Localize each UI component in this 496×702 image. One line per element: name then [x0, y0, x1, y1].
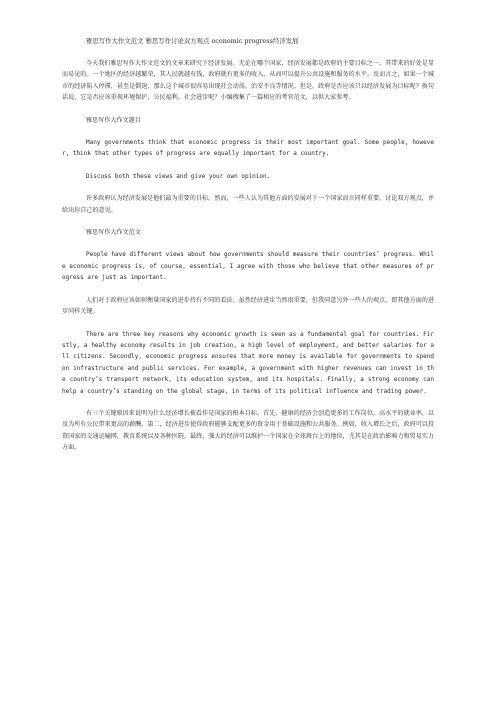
- essay-paragraph-1-chinese: 人们对于政府应该如何衡量国家的进步持有不同的看法。虽然经济进步当然很重要，但我同意另外一些人的观点，即其他方面的进步同样关键。: [62, 296, 434, 316]
- essay-paragraph-2-english: There are three key reasons why economic growth is seen as a fundamental goal for countries. Firstly, a healthy economy results in job creation, a high level of employment, and better salaries for all citizens. Secondly, economic progress ensures that more money is available for governments to spend on infrastructure and public services. For example, a government with higher revenues can invest in the country’s transport network, its education system, and its hospitals. Finally, a strong economy can help a country’s standing on the global stage, in terms of its political influence and trading power.: [62, 330, 434, 395]
- essay-paragraph-2-chinese: 有三个关键原因来说明为什么经济增长被看作是国家的根本目标。首先，健康的经济会创造更多的工作岗位，高水平的就业率，以及为所有公民带来更高的薪酬。第二，经济进步使得政府能够支配更多的资金用于基础设施和公共服务。例如，收入增长之后，政府可以投资国家的交通运输网，教育系统以及各种医院。最终，强大的经济可以维护一个国家在全球舞台上的地位，尤其是在政治影响力和贸易实力方面。: [62, 409, 434, 452]
- discuss-instruction: Discuss both these views and give your own opinion.: [86, 172, 271, 180]
- essay-heading: 雅思写作大作文范文: [86, 229, 141, 237]
- topic-chinese: 许多政府认为经济发展是他们最为重要的目标。然而，一些人认为其他方面的发展对于一个国家而言同样重要。讨论双方观点，并给出你自己的意见。: [62, 195, 434, 214]
- intro-paragraph: 今天我们雅思写作大作文范文的文章来研究下经济发展。无论在哪个国家，经济发展都是政府的主要目标之一。其带来的好处是显而易见的。一个地区的经济越繁荣，其人民就越有钱，政府就有更多的收入，从而可以提升公共设施和服务的水平。反而言之，如果一个城市的经济陷入停滞，甚至是倒退，那么这个城市很容易出现社会动荡，治安不良等情况。但是，政府是否应该只以经济发展为目标呢？换句话说，它是否应该重视环境保护，公民福利，社会进步呢？小编搜集了一篇相应的考官范文，以供大家参考。: [62, 60, 434, 102]
- document-title: 雅思写作大作文范文 雅思写作讨论双方观点 economic progress经济发展: [86, 37, 299, 45]
- essay-paragraph-1-english: People have different views about how governments should measure their countries’ progress. While economic progress is, of course, essential, I agree with those who believe that other measures of progress are just as important.: [62, 251, 434, 282]
- document-page: [62, 36, 434, 454]
- topic-heading: 雅思写作大作文题目: [86, 116, 141, 124]
- topic-english: Many governments think that economic progress is their most important goal. Some people, however, think that other types of progress are equally important for a country.: [62, 139, 434, 158]
